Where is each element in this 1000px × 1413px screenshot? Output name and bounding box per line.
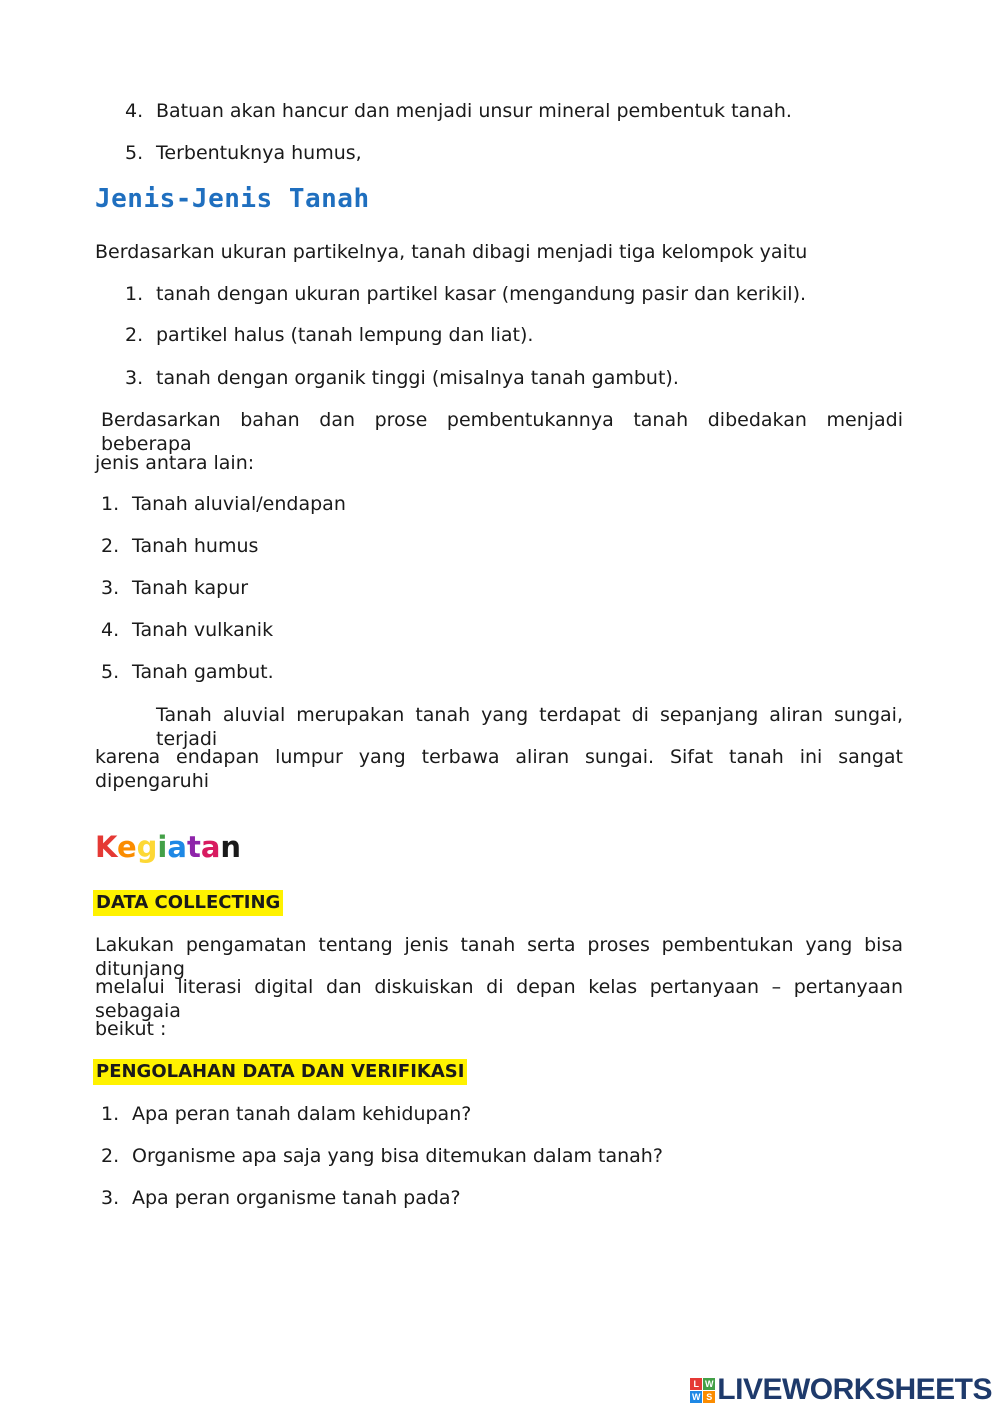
question-item: Apa peran tanah dalam kehidupan? xyxy=(132,1103,472,1125)
list-number: 4. xyxy=(125,100,144,122)
logo-text: LIVEWORKSHEETS xyxy=(717,1373,992,1406)
question-item: Apa peran organisme tanah pada? xyxy=(132,1187,461,1209)
list-number: 5. xyxy=(101,661,120,683)
list-item: Tanah aluvial/endapan xyxy=(132,493,346,515)
logo-tile: L xyxy=(690,1378,702,1390)
paragraph-line: melalui literasi digital dan diskuiskan di depan kelas pertanyaan – pertanyaan sebagaia xyxy=(95,976,903,1022)
kegiatan-letter: a xyxy=(200,830,221,864)
list-number: 3. xyxy=(101,1187,120,1209)
question-item: Organisme apa saja yang bisa ditemukan dalam tanah? xyxy=(132,1145,663,1167)
kegiatan-title xyxy=(95,830,241,864)
list-item: Tanah vulkanik xyxy=(132,619,274,641)
kegiatan-letter: t xyxy=(186,830,201,864)
list-item: Tanah kapur xyxy=(132,577,249,599)
list-item: partikel halus (tanah lempung dan liat). xyxy=(156,324,534,346)
list-item: Terbentuknya humus, xyxy=(156,142,362,164)
list-number: 3. xyxy=(125,367,144,389)
paragraph-line: beikut : xyxy=(95,1018,167,1040)
liveworksheets-logo[interactable] xyxy=(690,1373,992,1407)
list-number: 1. xyxy=(101,493,120,515)
list-item: Tanah gambut. xyxy=(132,661,274,683)
kegiatan-letter: g xyxy=(136,830,158,864)
list-number: 5. xyxy=(125,142,144,164)
list-number: 1. xyxy=(125,283,144,305)
paragraph-line: Lakukan pengamatan tentang jenis tanah serta proses pembentukan yang bisa ditunjang xyxy=(95,934,903,980)
intro-text: Berdasarkan ukuran partikelnya, tanah dibagi menjadi tiga kelompok yaitu xyxy=(95,241,808,263)
kegiatan-letter: a xyxy=(167,830,187,864)
kegiatan-letter: e xyxy=(116,830,137,864)
paragraph-line: jenis antara lain: xyxy=(95,452,255,474)
list-number: 2. xyxy=(101,535,120,557)
kegiatan-letter: n xyxy=(220,830,242,864)
list-item: tanah dengan ukuran partikel kasar (mengandung pasir dan kerikil). xyxy=(156,283,807,305)
list-item: Batuan akan hancur dan menjadi unsur mineral pembentuk tanah. xyxy=(156,100,792,122)
paragraph-line: Berdasarkan bahan dan prose pembentukannya tanah dibedakan menjadi beberapa xyxy=(101,409,903,455)
kegiatan-letter: i xyxy=(157,830,168,864)
list-number: 3. xyxy=(101,577,120,599)
paragraph-line: Tanah aluvial merupakan tanah yang terdapat di sepanjang aliran sungai, terjadi xyxy=(156,704,903,750)
logo-tile: S xyxy=(703,1391,715,1403)
logo-tile: W xyxy=(692,1391,701,1402)
list-number: 1. xyxy=(101,1103,120,1125)
paragraph-line: karena endapan lumpur yang terbawa aliran sungai. Sifat tanah ini sangat dipengaruhi xyxy=(95,746,903,792)
logo-icon xyxy=(690,1378,715,1403)
list-number: 4. xyxy=(101,619,120,641)
section-title: Jenis-Jenis Tanah xyxy=(95,184,370,214)
processing-label: PENGOLAHAN DATA DAN VERIFIKASI xyxy=(93,1059,467,1085)
list-number: 2. xyxy=(101,1145,120,1167)
list-item: tanah dengan organik tinggi (misalnya tanah gambut). xyxy=(156,367,679,389)
logo-tile: W xyxy=(705,1378,714,1389)
kegiatan-letter: K xyxy=(95,830,117,864)
list-number: 2. xyxy=(125,324,144,346)
data-collecting-label: DATA COLLECTING xyxy=(93,890,283,916)
list-item: Tanah humus xyxy=(132,535,259,557)
